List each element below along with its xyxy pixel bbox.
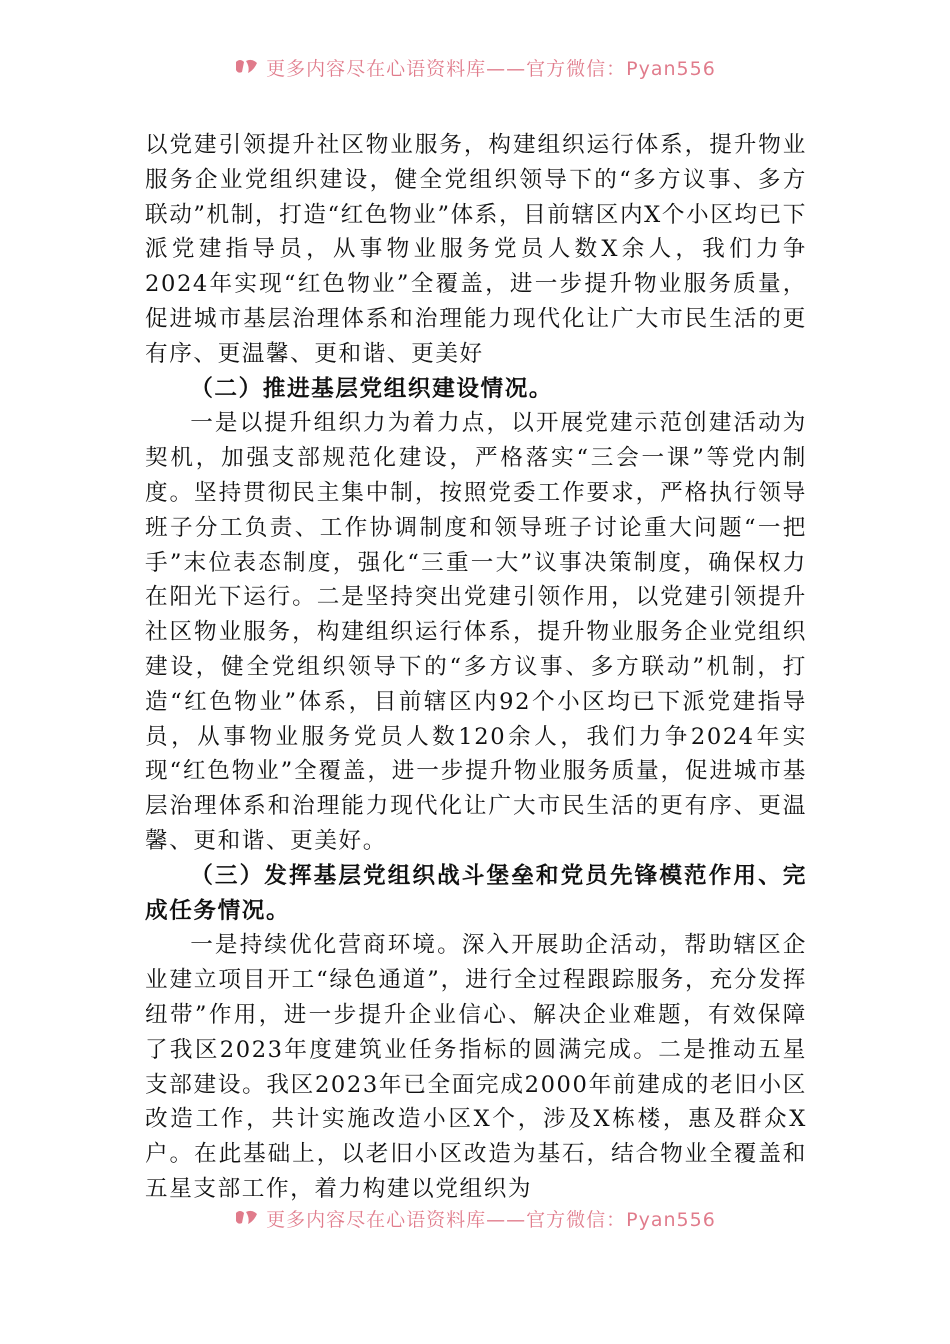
paragraph-3: 一是持续优化营商环境。深入开展助企活动，帮助辖区企业建立项目开工“绿色通道”，进行全过程跟踪服务，充分发挥纽带”作用，进一步提升企业信心、解决企业难题，有效保障了我区2023年度建筑业任务指标的圆满完成。二是推动五星支部建设。我区2023年已全面完成2000年前建成的老旧小区改造工作，共计实施改造小区X个，涉及X栋楼，惠及群众X户。在此基础上，以老旧小区改造为基石，结合物业全覆盖和五星支部工作，着力构建以党组织为 <box>145 932 807 1202</box>
document-body <box>145 128 807 1207</box>
watermark-text: 更多内容尽在心语资料库——官方微信：Pyan556 <box>266 58 716 80</box>
section-heading-2: （二）推进基层党组织建设情况。 <box>190 375 554 402</box>
section-heading-3: （三）发挥基层党组织战斗堡垒和党员先锋模范作用、完成任务情况。 <box>145 862 807 924</box>
logo-icon <box>234 1208 260 1234</box>
watermark-text: 更多内容尽在心语资料库——官方微信：Pyan556 <box>266 1209 716 1231</box>
paragraph-2: 一是以提升组织力为着力点，以开展党建示范创建活动为契机，加强支部规范化建设，严格落实“三会一课”等党内制度。坚持贯彻民主集中制，按照党委工作要求，严格执行领导班子分工负责、工作协调制度和领导班子讨论重大问题“一把手”末位表态制度，强化“三重一大”议事决策制度，确保权力在阳光下运行。二是坚持突出党建引领作用，以党建引领提升社区物业服务，构建组织运行体系，提升物业服务企业党组织建设，健全党组织领导下的“多方议事、多方联动”机制，打造“红色物业”体系，目前辖区内92个小区均已下派党建指导员，从事物业服务党员人数120余人，我们力争2024年实现“红色物业”全覆盖，进一步提升物业服务质量，促进城市基层治理体系和治理能力现代化让广大市民生活的更有序、更温馨、更和谐、更美好。 <box>145 410 807 854</box>
watermark-top <box>0 56 950 82</box>
paragraph-1: 以党建引领提升社区物业服务，构建组织运行体系，提升物业服务企业党组织建设，健全党组织领导下的“多方议事、多方联动”机制，打造“红色物业”体系，目前辖区内X个小区均已下派党建指导员，从事物业服务党员人数X余人，我们力争2024年实现“红色物业”全覆盖，进一步提升物业服务质量，促进城市基层治理体系和治理能力现代化让广大市民生活的更有序、更温馨、更和谐、更美好 <box>145 132 807 367</box>
watermark-bottom <box>0 1207 950 1233</box>
logo-icon <box>234 57 260 83</box>
